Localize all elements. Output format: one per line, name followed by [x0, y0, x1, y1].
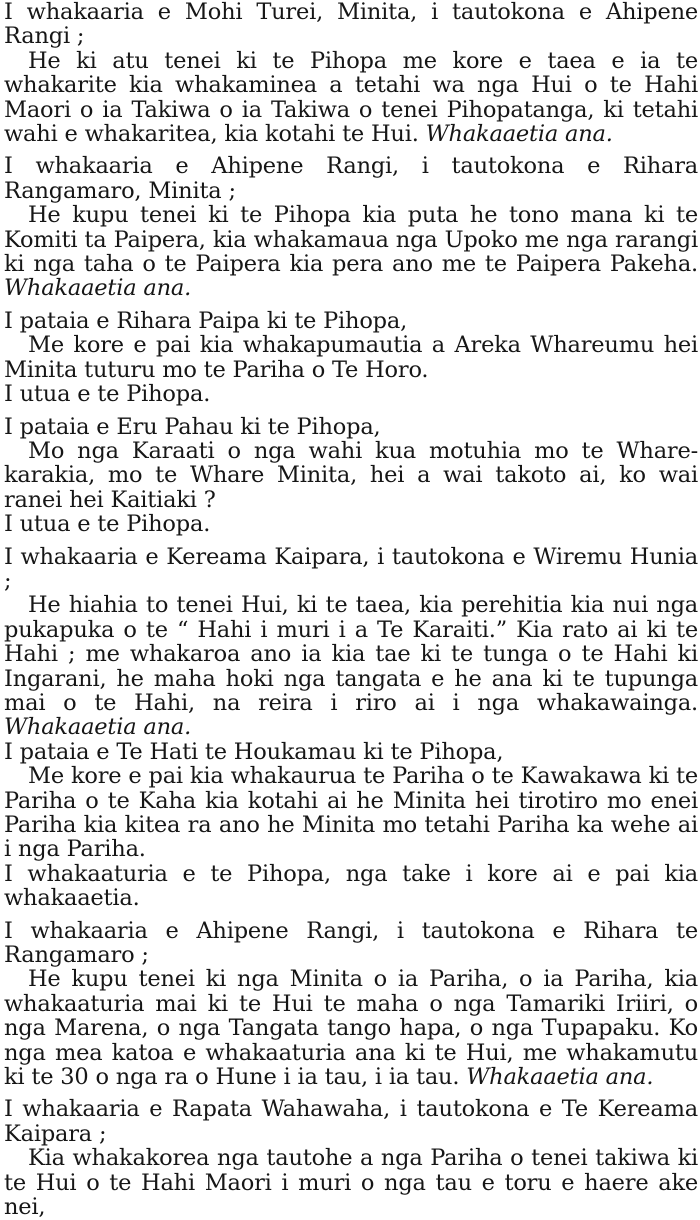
paragraph-motion-2-body — [4, 203, 698, 301]
paragraph-motion-3 — [4, 545, 698, 594]
paragraph-motion-1-body — [4, 49, 698, 147]
paragraph-motion-5 — [4, 1097, 698, 1146]
document-page — [4, 0, 698, 1220]
paragraph-text: I utua e te Pihopa. — [4, 511, 211, 538]
resolution-note: Whakaaetia ana. — [4, 714, 192, 741]
paragraph-question-1-body — [4, 333, 698, 382]
paragraph-motion-1 — [4, 0, 698, 49]
paragraph-text: I pataia e Eru Pahau ki te Pihopa, — [4, 413, 381, 440]
paragraph-text: Kia whakakorea nga tautohe a nga Pariha o tenei takiwa ki te Hui o te Hahi Maori i muri o nga tau e toru e haere ake nei, — [4, 1145, 698, 1220]
paragraph-question-1 — [4, 309, 698, 333]
paragraph-question-2-body — [4, 439, 698, 512]
paragraph-question-2 — [4, 415, 698, 439]
paragraph-text: I whakaaturia e te Pihopa, nga take i kore ai e pai kia whakaaetia. — [4, 860, 698, 912]
paragraph-motion-3-body — [4, 593, 698, 739]
resolution-note: Whakaaetia ana. — [425, 121, 613, 148]
paragraph-text: Mo nga Karaati o nga wahi kua motuhia mo te Whare-karakia, mo te Whare Minita, hei a wai takoto ai, ko wai ranei hei Kaitiaki ? — [4, 437, 698, 513]
paragraph-question-3 — [4, 740, 698, 764]
paragraph-text: Me kore e pai kia whakaurua te Pariha o te Kawakawa ki te Pariha o te Kaha kia kotahi ai he Minita hei tirotiro mo enei Pariha kia kitea ra ano he Minita mo tetahi Pariha ka wehe ai i nga Pariha. — [4, 763, 698, 863]
paragraph-text: I whakaaria e Rapata Wahawaha, i tautokona e Te Kereama Kaipara ; — [4, 1096, 698, 1147]
paragraph-text: I pataia e Rihara Paipa ki te Pihopa, — [4, 307, 408, 334]
paragraph-text: I whakaaria e Kereama Kaipara, i tautokona e Wiremu Hunia ; — [4, 543, 698, 594]
paragraph-text: I whakaaria e Ahipene Rangi, i tautokona e Rihara te Rangamaro ; — [4, 917, 698, 969]
paragraph-text: I whakaaria e Mohi Turei, Minita, i tautokona e Ahipene Rangi ; — [4, 0, 698, 50]
paragraph-answer-1 — [4, 382, 698, 406]
paragraph-motion-4-body — [4, 967, 698, 1089]
paragraph-text: He hiahia to tenei Hui, ki te taea, kia perehitia kia nui nga pukapuka o te “ Hahi i muri i a Te Karaiti.” Kia rato ai ki te Hahi ; me whakaroa ano ia kia tae ki te tunga o te Hahi ki Ingarani, he maha hoki nga tangata e he ana ki te tupunga mai o te Hahi, na reira i riro ai i nga whakawainga. — [4, 592, 698, 716]
paragraph-answer-2 — [4, 512, 698, 536]
paragraph-motion-4 — [4, 919, 698, 968]
paragraph-motion-5-body — [4, 1146, 698, 1219]
paragraph-text: He ki atu tenei ki te Pihopa me kore e taea e ia te whakarite kia whakaminea a tetahi wa nga Hui o te Hahi Maori o ia Takiwa o ia Takiwa o tenei Pihopatanga, ki tetahi wahi e whakaritea, kia kotahi te Hui. — [4, 47, 698, 148]
paragraph-text: He kupu tenei ki nga Minita o ia Pariha, o ia Pariha, kia whakaaturia mai ki te Hui te maha o nga Tamariki Iriiri, o nga Marena, o nga Tangata tango hapa, o nga Tupapaku. Ko nga mea katoa e whakaaturia ana ki te Hui, me whakamutu ki te 30 o nga ra o Hune i ia tau, i ia tau. — [4, 966, 698, 1091]
paragraph-text: He kupu tenei ki te Pihopa kia puta he tono mana ki te Komiti ta Paipera, kia whakamaua nga Upoko me nga rarangi ki nga taha o te Paipera kia pera ano me te Paipera Pakeha. — [4, 202, 698, 278]
paragraph-answer-3 — [4, 862, 698, 911]
resolution-note: Whakaaetia ana. — [4, 275, 192, 302]
paragraph-text: I utua e te Pihopa. — [4, 381, 211, 408]
paragraph-question-3-body — [4, 764, 698, 862]
paragraph-text: I pataia e Te Hati te Houkamau ki te Pihopa, — [4, 738, 504, 765]
paragraph-text: I whakaaria e Ahipene Rangi, i tautokona e Rihara Rangamaro, Minita ; — [4, 153, 698, 204]
paragraph-text: Me kore e pai kia whakapumautia a Areka Whareumu hei Minita tuturu mo te Pariha o Te Horo. — [4, 332, 698, 383]
resolution-note: Whakaaetia ana. — [466, 1064, 654, 1091]
paragraph-motion-2 — [4, 154, 698, 203]
